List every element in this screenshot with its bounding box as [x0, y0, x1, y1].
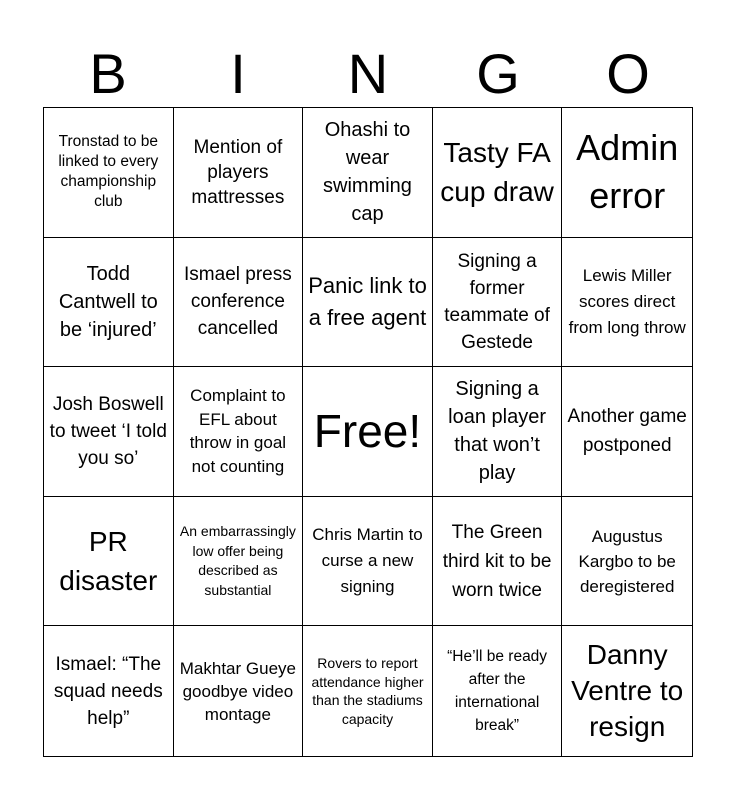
bingo-cell[interactable] — [433, 497, 563, 627]
header-letter-n: N — [347, 42, 389, 105]
bingo-header — [43, 40, 693, 108]
cell-text: Free! — [313, 405, 422, 458]
bingo-cell[interactable] — [303, 497, 433, 627]
cell-text: Lewis Miller scores direct from long throw — [568, 265, 686, 337]
cell-text: Ohashi to wear swimming cap — [323, 119, 412, 226]
bingo-cell[interactable] — [562, 108, 692, 238]
cell-text: Ismael: “The squad needs help” — [53, 653, 163, 729]
bingo-cell[interactable] — [562, 238, 692, 368]
cell-text: Augustus Kargbo to be deregistered — [578, 526, 676, 596]
bingo-cell[interactable] — [174, 497, 304, 627]
bingo-cell[interactable] — [174, 367, 304, 497]
header-letter-o: O — [606, 42, 650, 105]
bingo-cell[interactable] — [44, 626, 174, 756]
bingo-cell[interactable] — [174, 108, 304, 238]
bingo-cell[interactable] — [303, 238, 433, 368]
header-letter-b: B — [89, 42, 127, 105]
bingo-cell[interactable] — [562, 367, 692, 497]
cell-text: Ismael press conference cancelled — [184, 264, 292, 340]
cell-text: Tronstad to be linked to every championship club — [58, 133, 159, 211]
bingo-cell[interactable] — [562, 497, 692, 627]
cell-text: Todd Cantwell to be ‘injured’ — [58, 262, 158, 341]
cell-text: Rovers to report attendance higher than the stadiums capacity — [311, 655, 424, 727]
cell-text: Josh Boswell to tweet ‘I told you so’ — [49, 393, 167, 469]
bingo-cell[interactable] — [562, 626, 692, 756]
cell-text: Signing a loan player that won’t play — [448, 378, 547, 485]
bingo-cell[interactable] — [174, 238, 304, 368]
bingo-cell[interactable] — [44, 238, 174, 368]
bingo-grid — [43, 107, 693, 757]
bingo-cell[interactable] — [433, 367, 563, 497]
cell-text: Tasty FA cup draw — [440, 137, 554, 208]
bingo-cell[interactable] — [174, 626, 304, 756]
cell-text: Panic link to a free agent — [308, 272, 427, 330]
cell-text: PR disaster — [59, 526, 158, 597]
bingo-cell[interactable] — [44, 108, 174, 238]
header-letter-g: G — [476, 42, 520, 105]
bingo-cell[interactable] — [433, 108, 563, 238]
cell-text: Danny Ventre to resign — [571, 639, 684, 743]
bingo-cell[interactable] — [433, 626, 563, 756]
cell-text: Mention of players mattresses — [191, 136, 285, 208]
cell-text: Complaint to EFL about throw in goal not counting — [189, 386, 287, 476]
cell-text: An embarrassingly low offer being described as substantial — [179, 523, 296, 598]
header-letter-i: I — [230, 42, 246, 105]
cell-text: Makhtar Gueye goodbye video montage — [179, 658, 296, 724]
cell-text: “He’ll be ready after the international break” — [447, 648, 548, 735]
bingo-cell[interactable] — [44, 497, 174, 627]
cell-text: Chris Martin to curse a new signing — [312, 525, 423, 597]
cell-text: Admin error — [576, 127, 679, 217]
cell-text: Signing a former teammate of Gestede — [444, 250, 550, 353]
cell-text: Another game postponed — [567, 406, 687, 457]
bingo-cell[interactable] — [303, 626, 433, 756]
bingo-cell[interactable] — [44, 367, 174, 497]
cell-text: The Green third kit to be worn twice — [442, 521, 552, 601]
bingo-cell[interactable] — [433, 238, 563, 368]
bingo-cell[interactable] — [303, 367, 433, 497]
bingo-cell[interactable] — [303, 108, 433, 238]
